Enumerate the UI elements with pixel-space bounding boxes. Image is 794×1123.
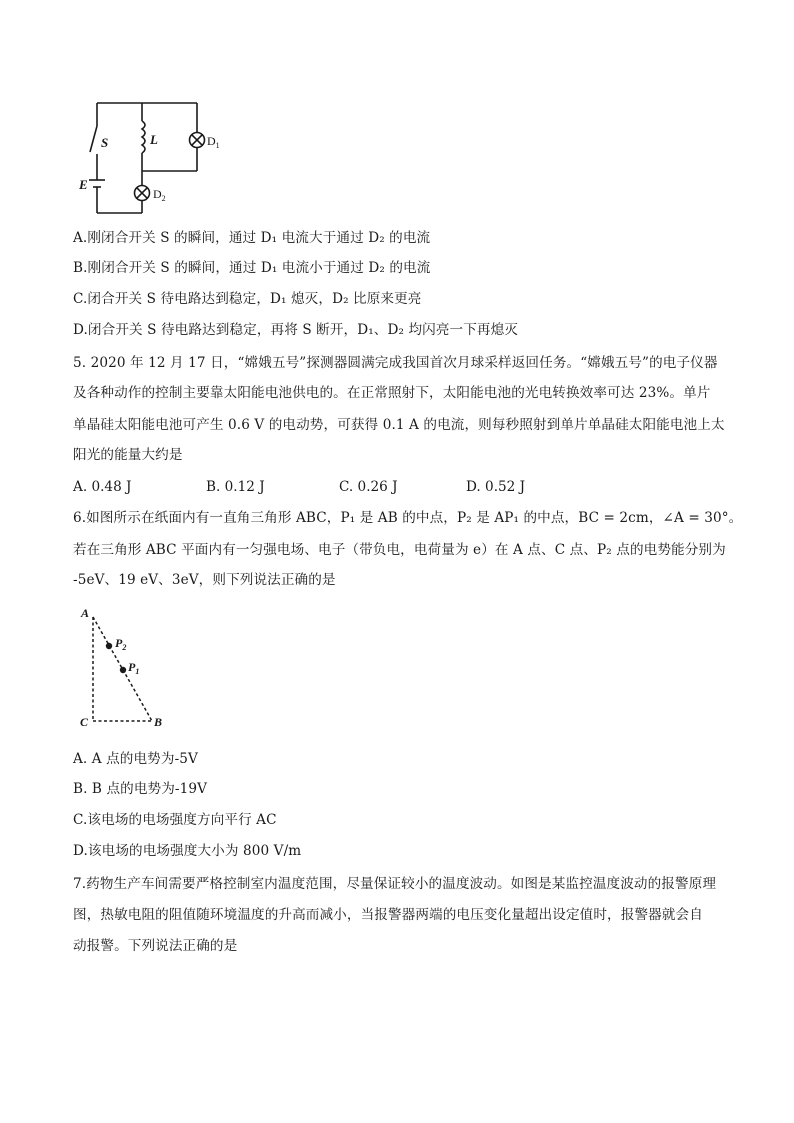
q7-stem-line-1: 7.药物生产车间需要严格控制室内温度范围，尽量保证较小的温度波动。如图是某监控温度波动的报警原理 [73,876,717,892]
vertex-c-label: C [80,715,89,729]
q5-option-d: D. 0.52 J [466,479,526,495]
q4-option-a: A.刚闭合开关 S 的瞬间，通过 D₁ 电流大于通过 D₂ 的电流 [73,230,431,246]
q6-option-c: C.该电场的电场强度方向平行 AC [73,812,277,828]
triangle-figure [76,604,186,729]
q6-option-d: D.该电场的电场强度大小为 800 V/m [73,843,302,859]
q4-option-c: C.闭合开关 S 待电路达到稳定，D₁ 熄灭，D₂ 比原来更亮 [73,291,422,307]
q6-stem-line-2: 若在三角形 ABC 平面内有一匀强电场、电子（带负电，电荷量为 e）在 A 点、C 点、P₂ 点的电势能分别为 [73,542,726,558]
q7-stem-line-3: 动报警。下列说法正确的是 [73,938,238,954]
point-p2-label: $P_2$ [115,636,127,652]
point-p1 [120,667,126,673]
battery-label: E [79,177,88,192]
lamp-d1-label: $D_1$ [207,134,220,150]
q6-option-b: B. B 点的电势为-19V [73,781,208,797]
lamp-d2-label: $D_2$ [153,187,166,203]
q5-stem-line-1: 5. 2020 年 12 月 17 日，“嫦娥五号”探测器圆满完成我国首次月球采样返回任务。“嫦娥五号”的电子仪器 [73,355,718,371]
q5-stem-line-2: 及各种动作的控制主要靠太阳能电池供电的。在正常照射下，太阳能电池的光电转换效率可达 23%。单片 [73,385,711,401]
q5-stem-line-4: 阳光的能量大约是 [73,447,183,463]
vertex-b-label: B [154,715,163,729]
q5-option-a: A. 0.48 J [73,479,132,495]
q6-stem-line-1: 6.如图所示在纸面内有一直角三角形 ABC，P₁ 是 AB 的中点，P₂ 是 AP₁ 的中点，BC = 2cm，∠A = 30°。 [73,510,743,526]
q5-option-b: B. 0.12 J [206,479,265,495]
q7-stem-line-2: 图，热敏电阻的阻值随环境温度的升高而减小，当报警器两端的电压变化量超出设定值时，报警器就会自 [73,907,703,923]
inductor-label: L [150,132,158,147]
circuit-diagram [66,94,246,224]
switch-label: S [101,135,109,150]
q6-stem-line-3: -5eV、19 eV、3eV，则下列说法正确的是 [73,572,336,588]
point-p2 [106,643,112,649]
q4-option-d: D.闭合开关 S 待电路达到稳定，再将 S 断开，D₁、D₂ 均闪亮一下再熄灭 [73,322,518,338]
q5-option-c: C. 0.26 J [339,479,398,495]
point-p1-label: $P_1$ [128,660,140,676]
q6-option-a: A. A 点的电势为-5V [73,751,198,767]
q5-stem-line-3: 单晶硅太阳能电池可产生 0.6 V 的电动势，可获得 0.1 A 的电流，则每秒照射到单片单晶硅太阳能电池上太 [73,417,725,433]
q4-option-b: B.刚闭合开关 S 的瞬间，通过 D₁ 电流小于通过 D₂ 的电流 [73,260,431,276]
vertex-a-label: A [81,606,90,620]
